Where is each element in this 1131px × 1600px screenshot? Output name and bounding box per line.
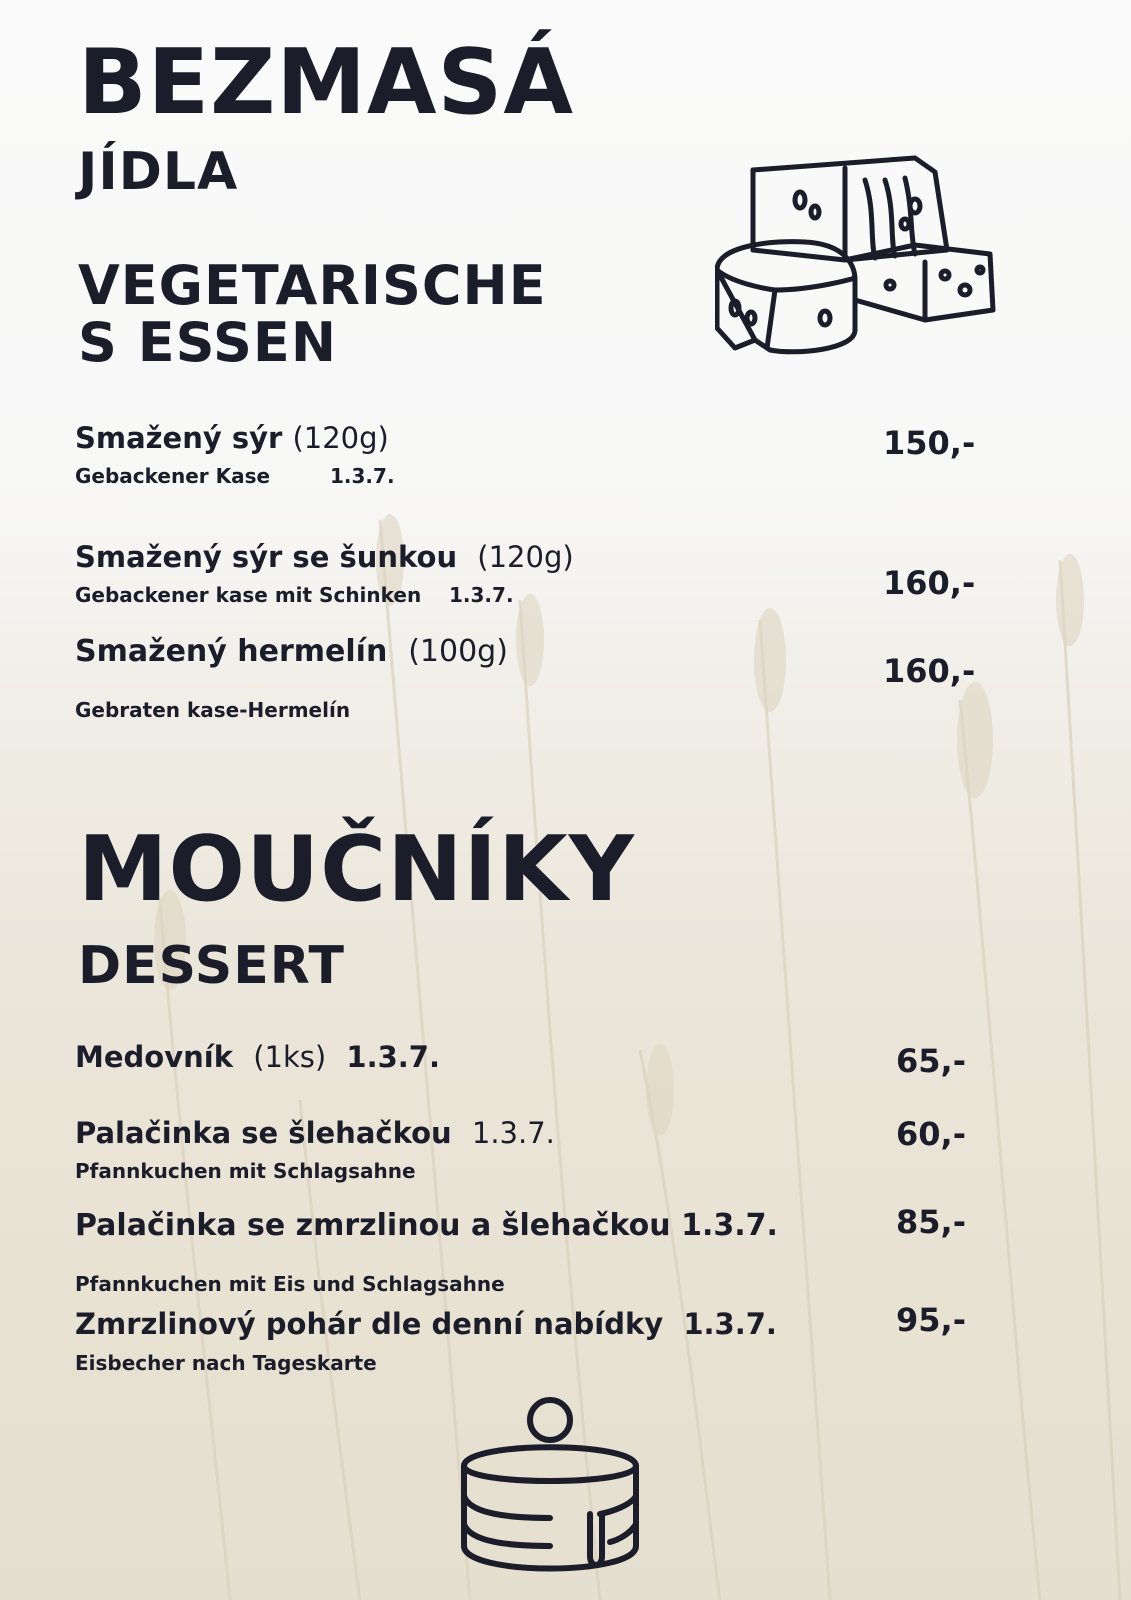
menu-item-name: Palačinka se zmrzlinou a šlehačkou 1.3.7. bbox=[75, 1208, 778, 1243]
menu-item-price: 160,- bbox=[883, 652, 976, 690]
menu-item-name: Palačinka se šlehačkou 1.3.7. bbox=[75, 1116, 555, 1150]
menu-item-price: 60,- bbox=[896, 1115, 966, 1153]
pancake-icon bbox=[450, 1396, 650, 1590]
menu-item-price: 85,- bbox=[896, 1203, 966, 1241]
cheese-icon bbox=[715, 150, 1015, 369]
menu-item-desc: Gebraten kase-Hermelín bbox=[75, 698, 351, 722]
menu-item-name: Smažený hermelín (100g) bbox=[75, 634, 508, 669]
menu-item-name: Medovník (1ks) 1.3.7. bbox=[75, 1040, 440, 1074]
section-subtitle-vegetarian: JÍDLA bbox=[78, 142, 239, 202]
menu-item-allergens: 1.3.7. bbox=[449, 583, 514, 607]
menu-item-desc: Gebackener kase mit Schinken bbox=[75, 583, 422, 607]
section-title-dessert: MOUČNÍKY bbox=[78, 817, 635, 922]
menu-item-allergens: 1.3.7. bbox=[330, 464, 395, 488]
menu-item-price: 65,- bbox=[896, 1042, 966, 1080]
section-subtitle-dessert: DESSERT bbox=[78, 936, 345, 996]
section-title-de-line2: S ESSEN bbox=[78, 311, 338, 374]
menu-item-desc: Pfannkuchen mit Schlagsahne bbox=[75, 1159, 416, 1183]
menu-item-name: Smažený sýr (120g) bbox=[75, 421, 389, 455]
section-title-vegetarian: BEZMASÁ bbox=[78, 30, 575, 135]
menu-item-price: 160,- bbox=[883, 564, 976, 602]
menu-item-price: 95,- bbox=[896, 1301, 966, 1339]
menu-item-name: Smažený sýr se šunkou (120g) bbox=[75, 540, 574, 574]
menu-item-desc: Eisbecher nach Tageskarte bbox=[75, 1351, 377, 1375]
menu-item-desc: Pfannkuchen mit Eis und Schlagsahne bbox=[75, 1272, 505, 1296]
menu-item-price: 150,- bbox=[883, 424, 976, 462]
menu-item-name: Zmrzlinový pohár dle denní nabídky 1.3.7. bbox=[75, 1307, 777, 1341]
section-title-de-line1: VEGETARISCHE bbox=[78, 254, 547, 317]
menu-item-desc: Gebackener Kase bbox=[75, 464, 271, 488]
